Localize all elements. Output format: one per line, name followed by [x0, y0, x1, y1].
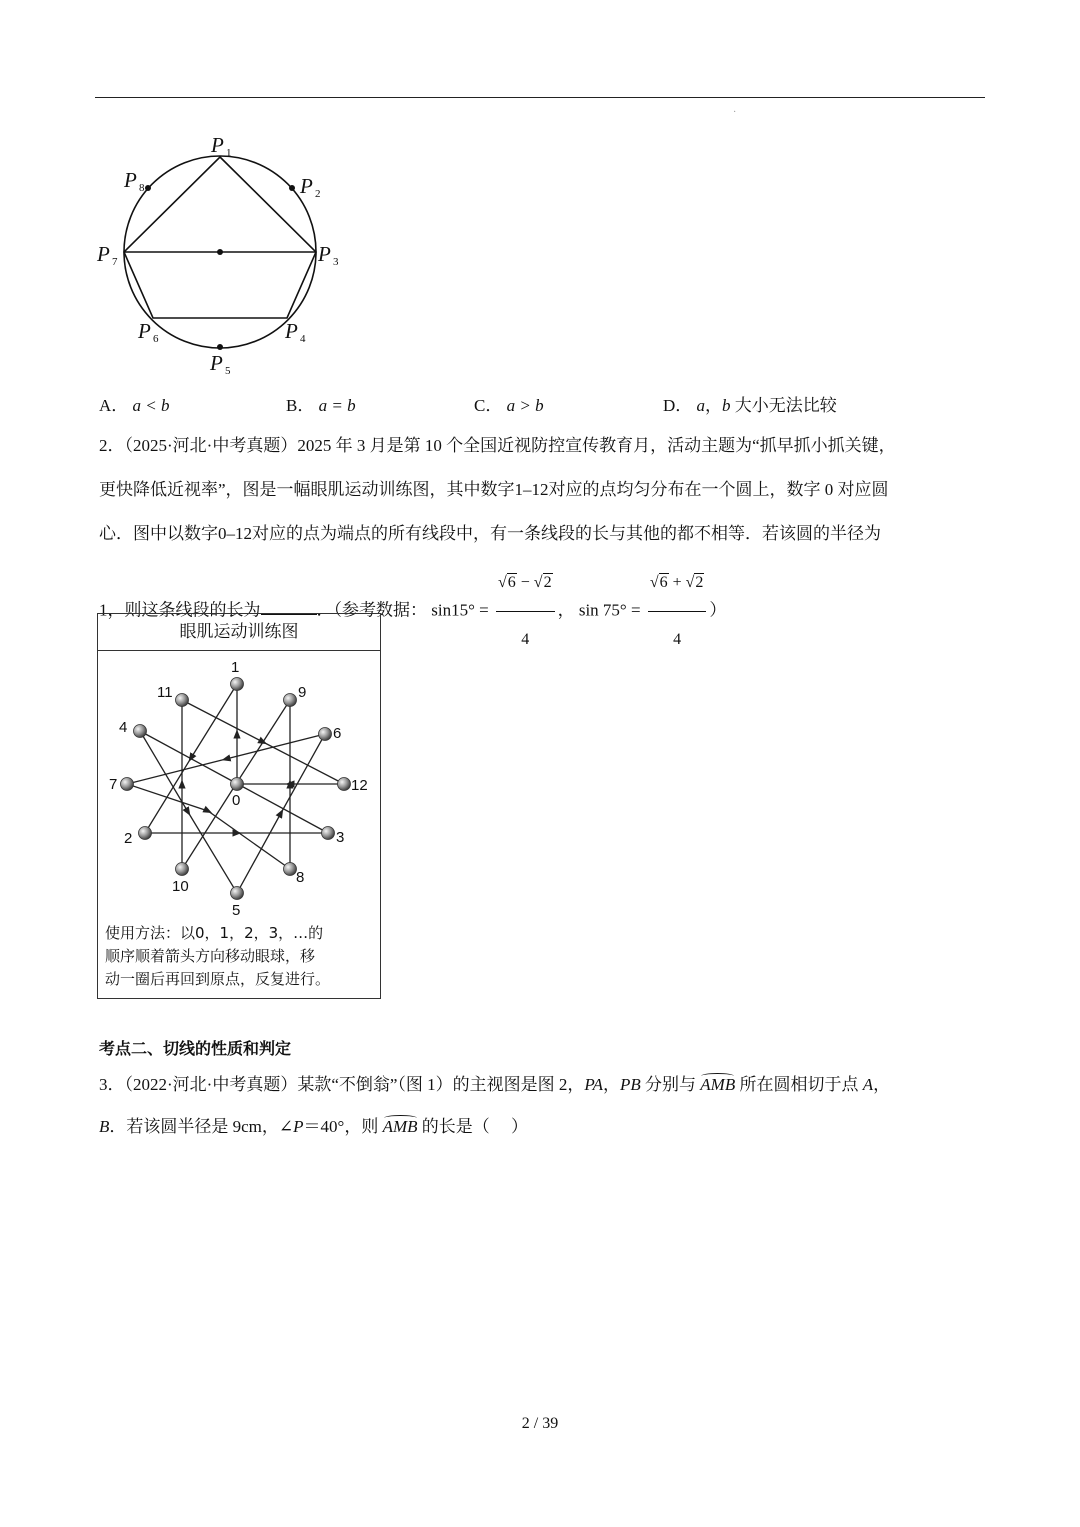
q3-point-a: A [862, 1075, 874, 1094]
point-0 [231, 778, 244, 791]
sub-5: 5 [225, 365, 231, 377]
q3-pb: PB [620, 1075, 641, 1094]
q3-comma: ， [603, 1075, 620, 1094]
num-3: 3 [336, 829, 345, 846]
option-d-sep: ， [705, 396, 723, 415]
sub-6: 6 [153, 333, 159, 345]
p5-dot [217, 344, 223, 350]
p8-dot [145, 185, 151, 191]
eye-training-diagram [98, 652, 380, 920]
q2-line3-b: 对应的点为端点的所有线段中，有一条线段的长与其他的都不相等．若该圆的半径为 [252, 524, 881, 543]
option-d-var-a: a [696, 396, 706, 415]
q3-arc-amb-2: AMB [382, 1117, 418, 1136]
label-p2: P [300, 174, 313, 198]
q3-line2 [99, 1118, 528, 1135]
option-a-expr: a < b [132, 396, 170, 415]
point-3 [322, 827, 335, 840]
q2-line2-a: 更快降低近视率”，图是一幅眼肌运动训练图，其中数字 [99, 480, 515, 499]
sin75-sqrt-a: 6 [659, 574, 668, 591]
sin75-denominator: 4 [673, 631, 682, 648]
q2-range-0-12: 0–12 [218, 524, 252, 543]
q3-arc-amb: AMB [700, 1075, 736, 1094]
num-8: 8 [296, 869, 305, 886]
q2-close: ） [709, 600, 727, 620]
sin75-sqrt-b: 2 [695, 574, 704, 591]
label-p8: P [124, 168, 137, 192]
num-12: 12 [351, 777, 368, 794]
seg-5-6 [237, 734, 325, 893]
num-4: 4 [119, 719, 128, 736]
q3-angle-p: P [293, 1117, 304, 1136]
page-number: 2 / 39 [521, 1415, 559, 1432]
usage-line-3: 动一圈后再回到原点，反复进行。 [105, 970, 331, 988]
p2-dot [289, 185, 295, 191]
q3-line1-a: 3．（2022·河北·中考真题）某款“不倒翁”（图 1）的主视图是图 2， [99, 1075, 585, 1094]
point-9 [284, 694, 297, 707]
usage-line-1: 使用方法：以0，1，2，3，…的 [105, 924, 324, 942]
figure-circle-octagon [95, 125, 365, 380]
option-d-label: D． [663, 396, 693, 415]
q2-line4-a: 1，则这条线段的长为 [99, 600, 261, 620]
label-p6: P [138, 319, 151, 343]
point-10 [176, 863, 189, 876]
sin15-sqrt-a: 6 [507, 574, 516, 591]
q2-line2-b: 对应的点均匀分布在一个圆上，数字 0 对应圆 [548, 480, 889, 499]
q2-range-1-12: 1–12 [514, 480, 549, 499]
sin15-op: − [520, 574, 530, 591]
sin75-lhs: sin 75° = [578, 600, 641, 620]
q3-line2-c: ．若该圆半径是 9cm，∠ [109, 1117, 294, 1136]
sin75-fraction [648, 557, 707, 666]
num-5: 5 [232, 902, 241, 919]
point-2 [139, 827, 152, 840]
point-7 [121, 778, 134, 791]
training-points [121, 678, 351, 900]
point-11 [176, 694, 189, 707]
header-rule [95, 97, 985, 98]
num-10: 10 [172, 878, 189, 895]
option-b-expr: a = b [318, 396, 356, 415]
num-11: 11 [157, 684, 173, 701]
q3-pa: PA [584, 1075, 603, 1094]
sub-2: 2 [315, 188, 321, 200]
sub-3: 3 [333, 256, 339, 268]
center-dot [217, 249, 223, 255]
sin15-lhs: sin15° = [431, 600, 489, 620]
q3-line1-b: 分别与 [640, 1075, 701, 1094]
point-1 [231, 678, 244, 691]
eye-training-title: 眼肌运动训练图 [97, 613, 381, 651]
label-p1: P [211, 133, 224, 157]
usage-instructions [105, 922, 380, 991]
q2-line2 [99, 481, 889, 498]
num-2: 2 [124, 830, 133, 847]
q3-line1 [99, 1076, 890, 1093]
q3-line1-c: 所在圆相切于点 [735, 1075, 863, 1094]
option-b-label: B． [286, 396, 315, 415]
q3-line2-d: ＝40°，则 [303, 1117, 383, 1136]
num-7: 7 [109, 776, 118, 793]
option-c [474, 397, 544, 414]
q2-line1: 2．（2025·河北·中考真题）2025 年 3 月是第 10 个全国近视防控宣传教育月，活动主题为“抓早抓小抓关键， [99, 436, 896, 455]
num-9: 9 [298, 684, 307, 701]
pentagon [124, 157, 316, 318]
num-1: 1 [231, 659, 240, 676]
point-6 [319, 728, 332, 741]
q2-sep: ， [557, 600, 575, 620]
num-0: 0 [232, 792, 241, 809]
label-p5: P [210, 351, 223, 375]
sin75-numerator: √6 + √2 [648, 557, 707, 612]
point-5 [231, 887, 244, 900]
sin15-numerator: √6 − √2 [496, 557, 555, 612]
sin15-sqrt-b: 2 [543, 574, 552, 591]
q2-line3 [99, 525, 881, 542]
header-mark: · [733, 107, 737, 118]
q3-line2-e: 的长是（ ） [417, 1117, 529, 1136]
option-c-label: C． [474, 396, 503, 415]
label-p4: P [285, 319, 298, 343]
q2-line4-b: ．（参考数据： [316, 600, 427, 620]
label-p7: P [97, 242, 110, 266]
sub-8: 8 [139, 182, 145, 194]
num-6: 6 [333, 725, 342, 742]
label-p3: P [318, 242, 331, 266]
sub-7: 7 [112, 256, 118, 268]
section-heading: 考点二、切线的性质和判定 [99, 1039, 292, 1058]
option-d-rest: 大小无法比较 [734, 396, 837, 415]
option-d-var-b: b [722, 396, 731, 415]
sub-1: 1 [226, 147, 232, 159]
seg-11-12 [182, 700, 344, 784]
option-d [663, 397, 837, 414]
option-b [286, 397, 356, 414]
usage-line-2: 顺序顺着箭头方向移动眼球，移 [105, 947, 316, 965]
q3-line1-d: ， [873, 1075, 891, 1094]
sin15-fraction [496, 557, 555, 666]
q2-line3-a: 心．图中以数字 [99, 524, 218, 543]
q3-point-b: B [99, 1117, 110, 1136]
option-c-expr: a > b [506, 396, 544, 415]
option-a-label: A． [99, 396, 129, 415]
sin75-op: + [672, 574, 682, 591]
sin15-denominator: 4 [521, 631, 530, 648]
option-a [99, 397, 170, 414]
point-8 [284, 863, 297, 876]
point-4 [134, 725, 147, 738]
point-12 [338, 778, 351, 791]
sub-4: 4 [300, 333, 306, 345]
